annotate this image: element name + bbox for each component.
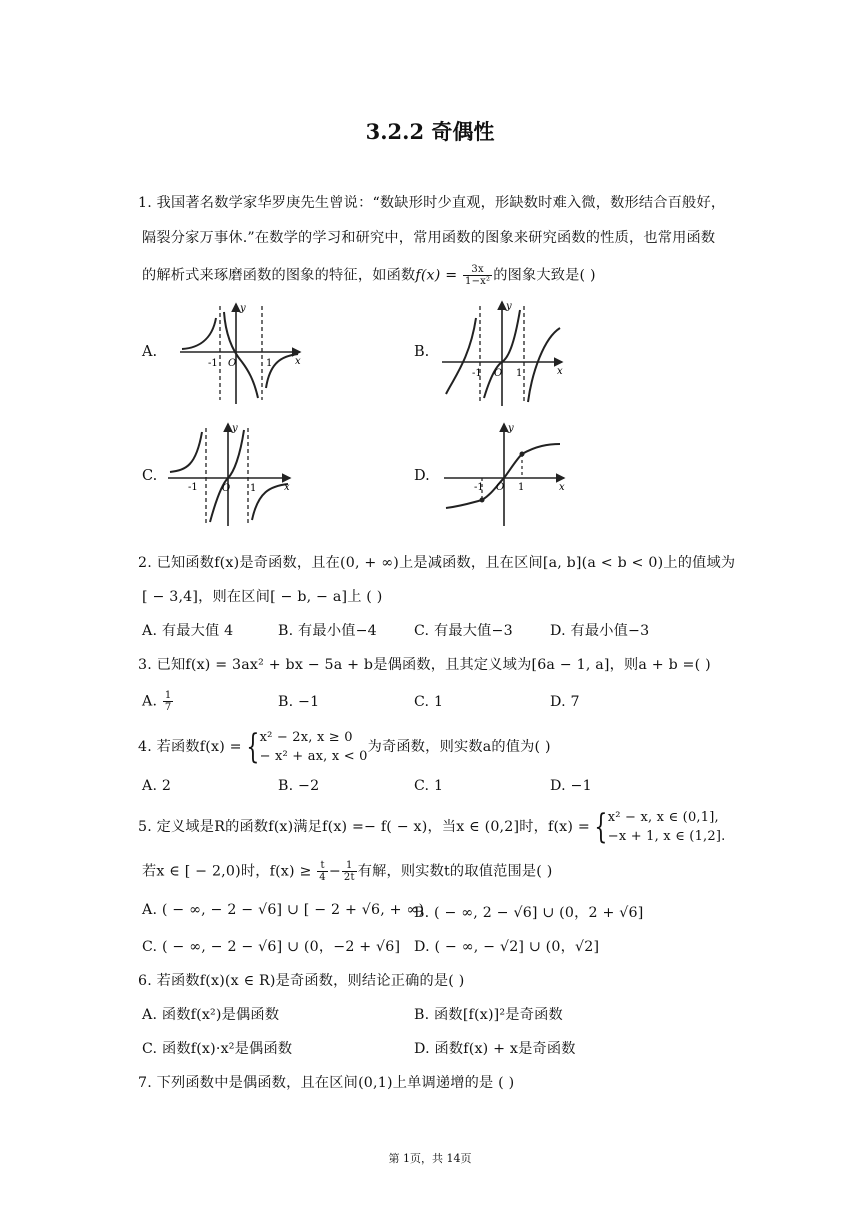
curve-left [446, 318, 476, 394]
label-origin: O [228, 358, 237, 369]
q5-frac1-den: 4 [319, 872, 326, 883]
q6-option-d[interactable]: D. 函数f(x) + x是奇函数 [414, 1041, 576, 1057]
q5-minus: − [328, 863, 341, 880]
label-y: y [232, 423, 238, 434]
q5-option-d[interactable]: D. ( − ∞, − √2] ∪ (0，√2] [414, 939, 600, 955]
label-x: x [559, 482, 565, 493]
q5-option-a[interactable]: A. ( − ∞, − 2 − √6] ∪ [ − 2 + √6, + ∞) [142, 902, 425, 918]
q6-line1: 6. 若函数f(x)(x ∈ R)是奇函数，则结论正确的是( ) [138, 973, 465, 989]
q4-line1 [138, 728, 551, 766]
q5-option-c[interactable]: C. ( − ∞, − 2 − √6] ∪ (0，−2 + √6] [142, 939, 401, 955]
q5-pre: 5. 定义域是R的函数f(x)满足f(x) =− f( − x)，当x ∈ (0,2]时，f(x) = [138, 819, 590, 835]
q5-frac2-den: 2t [343, 872, 355, 883]
q1-graph-d[interactable] [442, 420, 570, 528]
q5-line1 [138, 808, 725, 846]
q5-frac2-num: 1 [342, 860, 357, 872]
q4-case1: x² − 2x, x ≥ 0 [259, 730, 353, 745]
label-y: y [508, 423, 514, 434]
q1-line2: 隔裂分家万事休.”在数学的学习和研究中，常用函数的图象来研究函数的性质，也常用函数 [142, 230, 716, 246]
q1-line3-end: 的图象大致是( ) [493, 267, 596, 284]
q3-option-d[interactable]: D. 7 [550, 694, 580, 710]
q2-option-a[interactable]: A. 有最大值 4 [142, 623, 234, 639]
curve [446, 444, 560, 508]
curve-left [170, 432, 202, 472]
q1-fx: f(x) = [415, 267, 458, 284]
q1-line1: 1. 我国著名数学家华罗庚先生曾说：“数缺形时少直观，形缺数时难入微，数形结合百般好， [138, 195, 726, 211]
q1-line3-text: 的解析式来琢磨函数的图象的特征，如函数 [142, 267, 416, 284]
q6-option-c[interactable]: C. 函数f(x)·x²是偶函数 [142, 1041, 293, 1057]
q7-line1: 7. 下列函数中是偶函数，且在区间(0,1)上单调递增的是 ( ) [138, 1075, 515, 1091]
page-title: 3.2.2 奇偶性 [365, 119, 495, 144]
label-origin: O [496, 482, 505, 493]
label-x: x [295, 356, 301, 367]
q1-option-a-label[interactable]: A. [142, 344, 158, 360]
q5-brace: { [594, 807, 608, 847]
q6-option-b[interactable]: B. 函数[f(x)]²是奇函数 [414, 1007, 563, 1023]
q4-option-c[interactable]: C. 1 [414, 778, 444, 794]
point-left [480, 498, 485, 503]
q3-option-a-fraction [163, 690, 174, 713]
label-origin: O [494, 368, 503, 379]
q2-option-d[interactable]: D. 有最小值−3 [550, 623, 650, 639]
q5-l2b: 有解，则实数t的取值范围是( ) [357, 863, 553, 880]
q1-option-c-label[interactable]: C. [142, 468, 158, 484]
q4-option-b[interactable]: B. −2 [278, 778, 320, 794]
q2-line2: [ − 3,4]，则在区间[ − b, − a]上 ( ) [142, 589, 383, 605]
q1-option-d-label[interactable]: D. [414, 468, 430, 484]
label-pos1: 1 [250, 483, 257, 494]
label-neg1: -1 [208, 358, 218, 369]
q4-post: 为奇函数，则实数a的值为( ) [367, 739, 551, 755]
label-y: y [506, 301, 512, 312]
curve-middle [210, 430, 244, 522]
q4-case2: − x² + ax, x < 0 [259, 749, 368, 764]
q2-line1: 2. 已知函数f(x)是奇函数，且在(0, + ∞)上是减函数，且在区间[a, b](a < b < 0)上的值域为 [138, 555, 736, 571]
q5-frac2 [342, 860, 357, 883]
q4-pre: 4. 若函数f(x) = [138, 739, 242, 755]
q5-l2a: 若x ∈ [ − 2,0)时，f(x) ≥ [142, 863, 312, 880]
q4-cases [260, 728, 368, 766]
curve-middle [224, 312, 258, 398]
curve-right [252, 484, 288, 520]
q1-graph-b[interactable] [440, 298, 568, 408]
q1-frac-den: 1−x² [465, 276, 491, 287]
q3-line1: 3. 已知f(x) = 3ax² + bx − 5a + b是偶函数，且其定义域为[6a − 1, a]，则a + b =( ) [138, 657, 711, 673]
curve-right [528, 328, 560, 402]
label-x: x [284, 482, 290, 493]
q3-option-c[interactable]: C. 1 [414, 694, 444, 710]
q5-cases [608, 808, 726, 846]
point-right [520, 452, 525, 457]
q6-option-a[interactable]: A. 函数f(x²)是偶函数 [142, 1007, 280, 1023]
q3-frac-den: 7 [164, 702, 172, 713]
q5-frac1-num: t [317, 860, 328, 872]
q2-option-c[interactable]: C. 有最大值−3 [414, 623, 513, 639]
q5-line2 [142, 860, 552, 883]
q4-option-a[interactable]: A. 2 [142, 778, 172, 794]
q3-option-a-label: A. [142, 693, 158, 710]
label-neg1: -1 [472, 368, 482, 379]
label-y: y [240, 303, 246, 314]
q4-option-d[interactable]: D. −1 [550, 778, 592, 794]
page-footer: 第 1页，共 14页 [388, 1152, 472, 1165]
q3-option-b[interactable]: B. −1 [278, 694, 320, 710]
q4-brace: { [246, 727, 260, 767]
label-pos1: 1 [518, 482, 525, 493]
q5-case1: x² − x, x ∈ (0,1], [607, 810, 719, 825]
label-pos1: 1 [516, 368, 523, 379]
q3-frac-num: 1 [164, 690, 172, 701]
q1-fraction [463, 264, 492, 287]
label-neg1: -1 [188, 482, 198, 493]
label-pos1: 1 [266, 358, 273, 369]
label-origin: O [222, 483, 231, 494]
label-x: x [557, 366, 563, 377]
q2-option-b[interactable]: B. 有最小值−4 [278, 623, 377, 639]
q5-option-b[interactable]: B. ( − ∞, 2 − √6] ∪ (0，2 + √6] [414, 905, 644, 921]
q5-frac1 [317, 860, 328, 883]
q5-case2: −x + 1, x ∈ (1,2]. [607, 829, 726, 844]
label-neg1: -1 [474, 482, 484, 493]
q1-line3 [142, 264, 596, 287]
curve-left [182, 318, 216, 349]
q1-frac-num: 3x [463, 264, 492, 276]
q1-option-b-label[interactable]: B. [414, 344, 430, 360]
q3-option-a[interactable] [142, 690, 174, 713]
q1-graph-a[interactable] [178, 300, 306, 406]
q1-graph-c[interactable] [166, 420, 296, 528]
